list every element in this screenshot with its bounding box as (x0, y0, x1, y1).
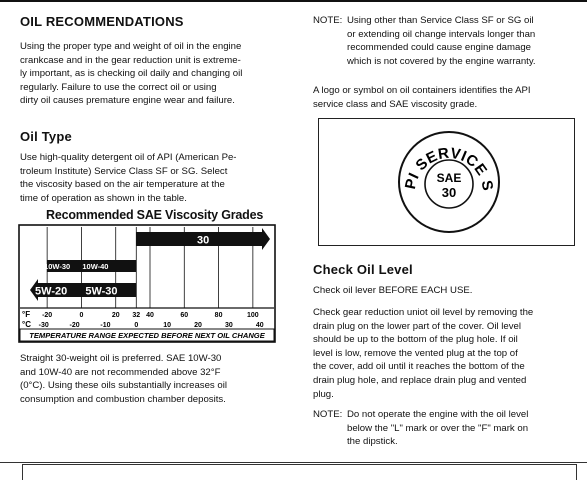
logo-line: A logo or symbol on oil containers identifies the API (313, 85, 531, 96)
grade-label: 30 (197, 234, 210, 247)
oil-type-heading: Oil Type (20, 129, 72, 144)
oil-type-line: the viscosity based on the air temperature at the (20, 179, 225, 191)
intro-line: Using the proper type and weight of oil in the engine (20, 41, 242, 52)
intro-line: crankcase and in the gear reduction unit is extreme- (20, 54, 241, 66)
api-service-symbol (319, 119, 573, 244)
check-paragraph (313, 306, 583, 401)
note-label: NOTE: (313, 15, 343, 26)
intro-line: regularly. Failure to use the correct oil or using (20, 81, 217, 93)
bottom-frame (22, 464, 577, 480)
note-line: Do not operate the engine with the oil level (347, 409, 529, 420)
check-line: the cover, add oil until it reaches the bottom of the (313, 361, 525, 373)
check-line: Check gear reduction uniot oil level by removing the (313, 307, 534, 318)
logo-line: service class and SAE viscosity grade. (313, 98, 478, 110)
fahrenheit-unit-label: °F (22, 310, 31, 319)
check-line: should be up to the bottom of the plug hole. If oil (313, 334, 518, 346)
note-line: recommended could cause engine damage (347, 42, 532, 54)
note-line: the dipstick. (347, 436, 398, 448)
note-line: or extending oil change intervals longer than (347, 28, 536, 40)
grade-label: 5W-20 (35, 285, 68, 298)
check-line: level is low, remove the vented plug at the top of (313, 347, 518, 359)
chart-title: Recommended SAE Viscosity Grades (46, 208, 264, 222)
fahrenheit-tick-label: 20 (111, 312, 120, 319)
symbol-arc-text: PI SERVICE S (401, 144, 497, 193)
after-chart-paragraph (20, 352, 305, 406)
note-line: Using other than Service Class SF or SG oil (347, 15, 534, 26)
note-line: which is not covered by the engine warranty. (347, 55, 536, 67)
fahrenheit-tick-label: 0 (79, 312, 84, 319)
intro-line: dirty oil causes premature engine wear and failure. (20, 95, 235, 107)
note-label: NOTE: (313, 409, 343, 420)
celsius-tick-label: -30 (38, 322, 49, 329)
note-dipstick (313, 408, 583, 449)
check-line: drain plug hole, and replace drain plug and vented (313, 374, 527, 386)
after-chart-line: consumption and combustion chamber deposits. (20, 393, 226, 405)
celsius-tick-label: 30 (224, 322, 233, 329)
fahrenheit-tick-label: 80 (214, 312, 223, 319)
celsius-tick-label: 0 (134, 322, 139, 329)
intro-line: ly important, as is checking oil daily and changing oil (20, 68, 243, 80)
logo-paragraph (313, 84, 583, 111)
grade-label: 10W-30 (44, 262, 71, 271)
note-body (347, 408, 581, 449)
celsius-unit-label: °C (22, 320, 31, 329)
bottom-rule (0, 462, 587, 463)
check-oil-level-heading: Check Oil Level (313, 262, 413, 277)
oil-type-line: time of operation as shown in the table. (20, 192, 187, 204)
after-chart-line: Straight 30-weight oil is preferred. SAE 10W-30 (20, 353, 222, 364)
after-chart-line: and 10W-40 are not recommended above 32°F (20, 366, 221, 378)
oil-type-line: troleum Institute) Service Class SF or SG. Select (20, 165, 228, 177)
oil-recommendations-heading: OIL RECOMMENDATIONS (20, 14, 184, 29)
celsius-tick-label: 40 (255, 322, 264, 329)
check-line: plug. (313, 388, 334, 400)
top-rule (0, 0, 587, 2)
note-body (347, 14, 581, 68)
chart-xlabel: TEMPERATURE RANGE EXPECTED BEFORE NEXT OIL CHANGE (29, 331, 265, 340)
celsius-tick-label: 20 (194, 322, 202, 329)
celsius-tick-label: -10 (100, 322, 111, 329)
viscosity-chart (18, 224, 278, 344)
note-line: below the "L" mark or over the "F" mark on (347, 422, 529, 434)
grade-label: 10W-40 (82, 262, 109, 271)
fahrenheit-tick-label: 100 (247, 312, 259, 319)
symbol-grade-text: 30 (441, 185, 457, 200)
fahrenheit-tick-label: 40 (146, 312, 154, 319)
after-chart-line: (0°C). Using these oils substantially increases oil (20, 380, 227, 392)
grade-label: 5W-30 (85, 285, 118, 298)
fahrenheit-tick-label: 32 (132, 312, 141, 319)
fahrenheit-tick-label: 60 (180, 312, 189, 319)
celsius-tick-label: 10 (163, 322, 172, 329)
api-symbol-box (318, 118, 575, 246)
check-each-use-line: Check oil lever BEFORE EACH USE. (313, 285, 473, 296)
celsius-tick-label: -20 (69, 322, 80, 329)
intro-paragraph (20, 40, 305, 108)
symbol-sae-text: SAE (436, 171, 462, 185)
fahrenheit-tick-label: -20 (42, 312, 53, 319)
oil-type-line: Use high-quality detergent oil of API (American Pe- (20, 152, 237, 163)
note-warranty (313, 14, 583, 68)
oil-type-paragraph (20, 151, 305, 205)
check-line: drain plug on the lower part of the cover. Oil level (313, 320, 521, 332)
